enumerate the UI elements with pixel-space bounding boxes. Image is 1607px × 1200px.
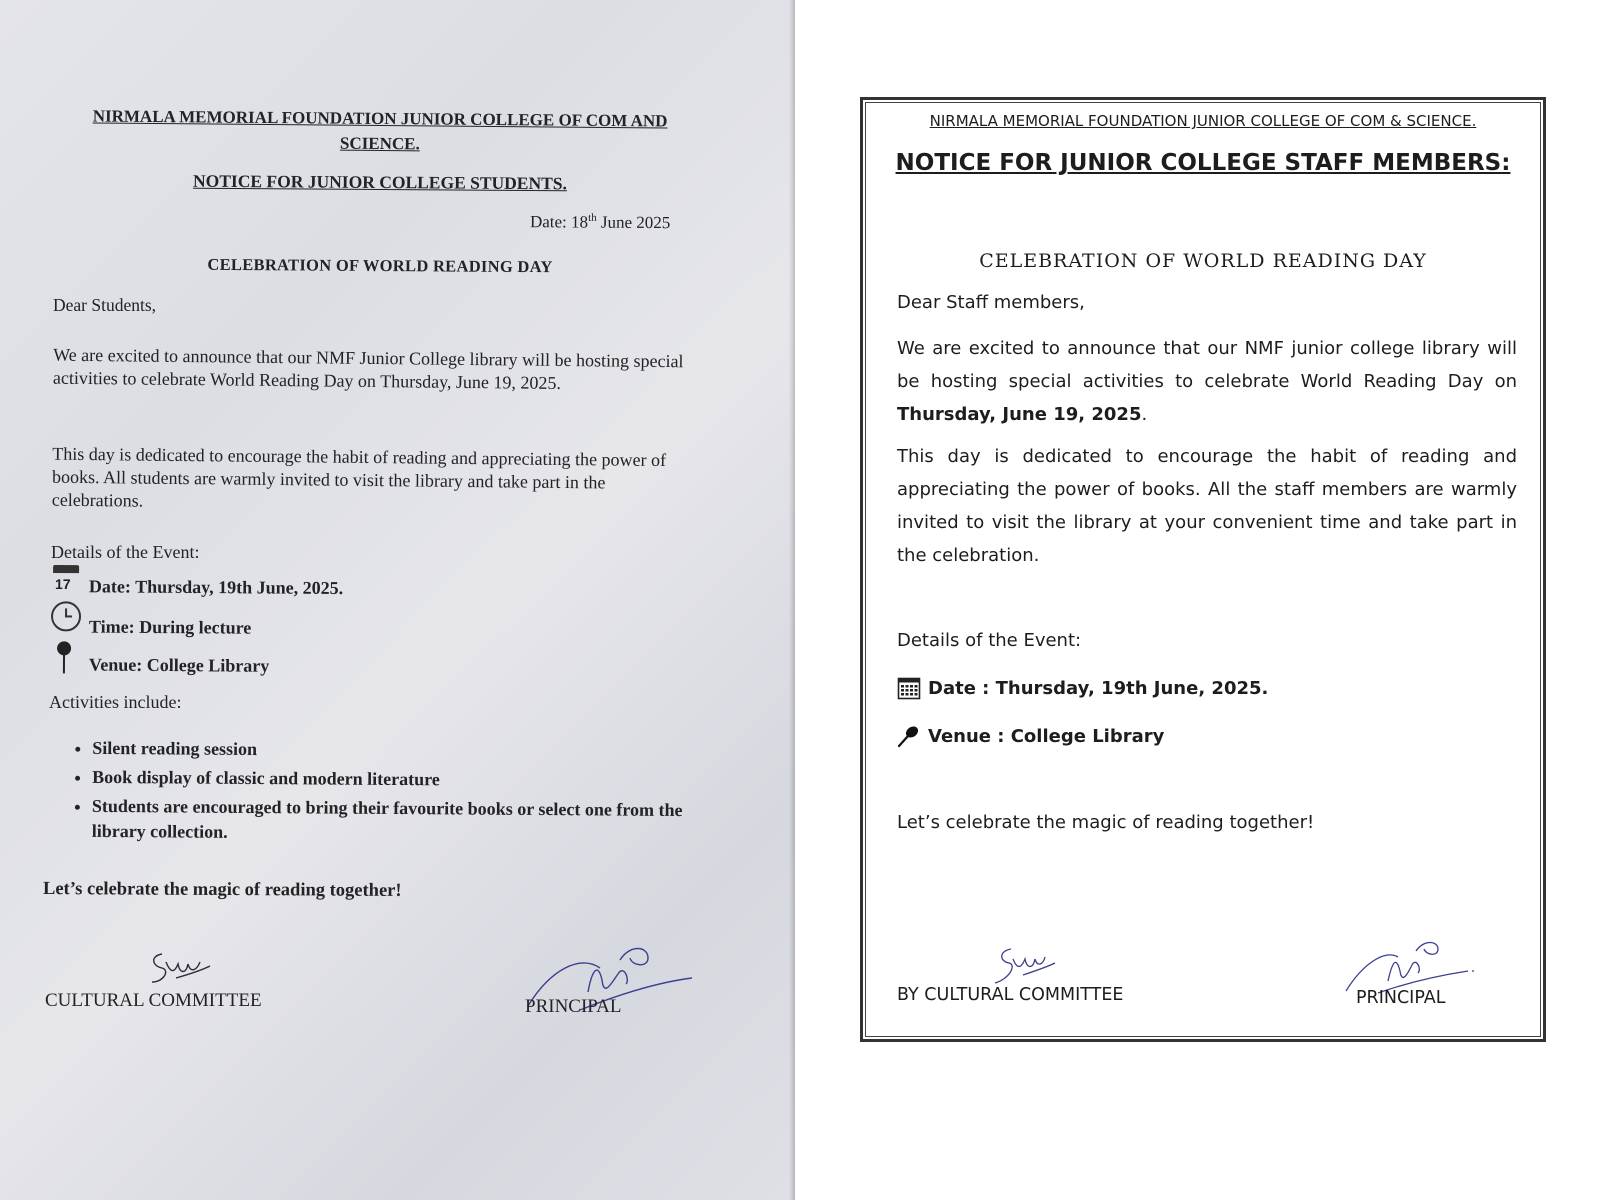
signatory-cultural-committee: CULTURAL COMMITTEE — [45, 990, 262, 1011]
activities-list — [70, 736, 723, 853]
paragraph-1-date: Thursday, June 19, 2025 — [897, 404, 1142, 425]
greeting: Dear Staff members, — [897, 292, 1085, 313]
list-item: • Silent reading session — [92, 736, 722, 765]
greeting: Dear Students, — [53, 295, 157, 315]
student-notice-page — [0, 0, 795, 1200]
details-label: Details of the Event: — [51, 542, 200, 562]
calendar-icon — [897, 676, 921, 700]
closing-line: Let’s celebrate the magic of reading together! — [42, 879, 402, 901]
college-name: NIRMALA MEMORIAL FOUNDATION JUNIOR COLLEGE OF COM & SCIENCE. — [929, 112, 1477, 130]
staff-notice-page — [860, 97, 1546, 1042]
signatory-principal: PRINCIPAL — [1356, 988, 1446, 1008]
paragraph-1-start: We are excited to announce that our NMF junior college library will be hosting special activities to celebrate World Reading Day on — [897, 338, 1517, 392]
event-venue-row — [897, 724, 1164, 748]
event-date-row — [897, 676, 1268, 700]
notice-heading: CELEBRATION OF WORLD READING DAY — [207, 254, 553, 277]
date-rest: June 2025 — [596, 212, 671, 233]
paragraph-1-end: . — [1141, 404, 1148, 425]
event-date: Date: Thursday, 19th June, 2025. — [88, 576, 344, 599]
cultural-committee-signature — [140, 948, 220, 990]
list-item: • Book display of classic and modern literature — [92, 765, 722, 794]
notice-heading: CELEBRATION OF WORLD READING DAY — [979, 250, 1427, 272]
event-date: Date : Thursday, 19th June, 2025. — [928, 677, 1269, 699]
event-venue-row — [51, 643, 270, 677]
event-time-row — [51, 605, 252, 638]
notice-title: NOTICE FOR JUNIOR COLLEGE STAFF MEMBERS: — [895, 150, 1511, 176]
event-venue: Venue : College Library — [928, 725, 1165, 747]
list-item: • Students are encouraged to bring their favourite books or select one from the library collection. — [92, 794, 722, 848]
date-suffix: th — [588, 211, 597, 224]
activities-label: Activities include: — [49, 692, 182, 712]
clock-icon — [51, 605, 83, 637]
signatory-principal: PRINCIPAL — [525, 996, 622, 1017]
paragraph-1 — [897, 332, 1517, 431]
notice-title: NOTICE FOR JUNIOR COLLEGE STUDENTS. — [192, 170, 568, 194]
college-name: NIRMALA MEMORIAL FOUNDATION JUNIOR COLLEGE OF COM AND SCIENCE. — [92, 106, 668, 154]
closing-line: Let’s celebrate the magic of reading together! — [897, 812, 1315, 833]
paragraph-1: We are excited to announce that our NMF Junior College library will be hosting special activities to celebrate World Reading Day on Thursday, June 19, 2025. — [52, 344, 684, 393]
pushpin-icon — [897, 724, 921, 748]
pin-icon — [51, 643, 83, 675]
event-date-row — [51, 565, 343, 599]
event-venue: Venue: College Library — [88, 654, 270, 676]
details-label: Details of the Event: — [897, 630, 1082, 651]
event-time: Time: During lecture — [88, 616, 252, 638]
calendar-icon-number: 17 — [54, 576, 71, 593]
notice-date — [530, 212, 670, 234]
paragraph-2: This day is dedicated to encourage the habit of reading and appreciating the power of books. All the staff members are warmly invited to visit the library at your convenient time and take part in the celebration. — [897, 446, 1517, 566]
date-prefix: Date: 18 — [529, 212, 589, 232]
calendar-icon — [51, 565, 83, 597]
paragraph-2: This day is dedicated to encourage the habit of reading and appreciating the power of books. All students are warmly invited to visit the library and take part in the celebrations. — [51, 443, 667, 511]
signatory-cultural-committee: BY CULTURAL COMMITTEE — [897, 985, 1124, 1005]
